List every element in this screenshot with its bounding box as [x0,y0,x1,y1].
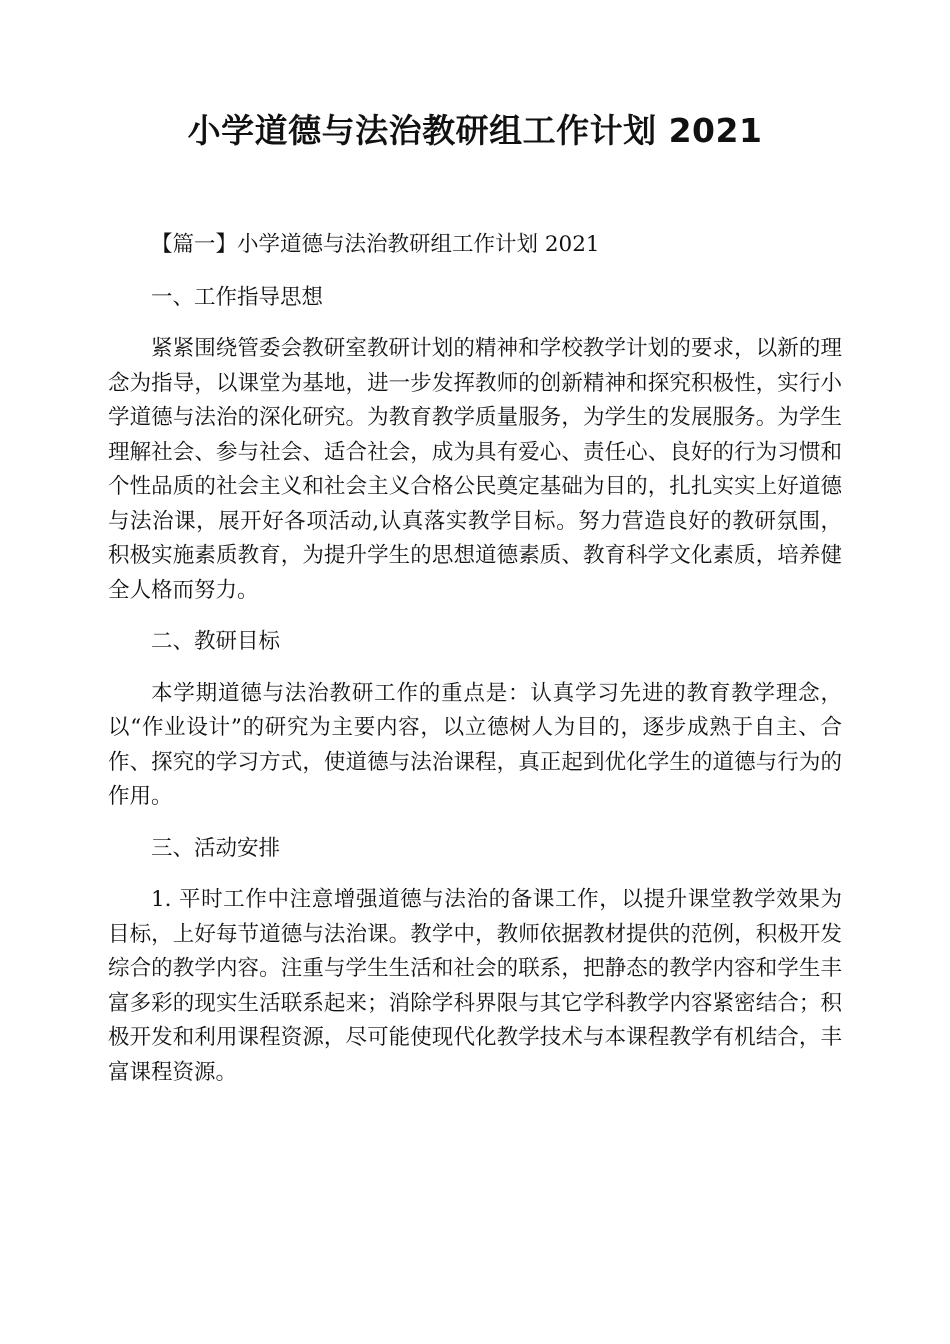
section-heading-activity-arrangement: 三、活动安排 [151,835,281,861]
section-paragraph-research-goals: 本学期道德与法治教研工作的重点是：认真学习先进的教育教学理念，以“作业设计”的研究为主要内容，以立德树人为目的，逐步成熟于自主、合作、探究的学习方式，使道德与法治课程，真正起到优化学生的道德与行为的作用。 [108,680,842,809]
document-body [108,228,842,1107]
section-paragraph-guiding-ideology: 紧紧围绕管委会教研室教研计划的精神和学校教学计划的要求，以新的理念为指导，以课堂为基地，进一步发挥教师的创新精神和探究积极性，实行小学道德与法治的深化研究。为教育教学质量服务，为学生的发展服务。为学生理解社会、参与社会、适合社会，成为具有爱心、责任心、良好的行为习惯和个性品质的社会主义和社会主义合格公民奠定基础为目的，扎扎实实上好道德与法治课，展开好各项活动,认真落实教学目标。努力营造良好的教研氛围，积极实施素质教育，为提升学生的思想道德素质、教育科学文化素质，培养健全人格而努力。 [108,336,842,603]
document-title: 小学道德与法治教研组工作计划 2021 [187,111,763,150]
section-heading-research-goals: 二、教研目标 [151,629,281,654]
section-paragraph-activity-arrangement: 1. 平时工作中注意增强道德与法治的备课工作，以提升课堂教学效果为目标，上好每节道德与法治课。教学中，教师依据教材提供的范例，积极开发综合的教学内容。注重与学生生活和社会的联系，把静态的教学内容和学生丰富多彩的现实生活联系起来；消除学科界限与其它学科教学内容紧密结合；积极开发和利用课程资源，尽可能使现代化教学技术与本课程教学有机结合，丰富课程资源。 [108,887,842,1085]
section-heading-guiding-ideology: 一、工作指导思想 [151,284,324,310]
document-subtitle: 【篇一】小学道德与法治教研组工作计划 2021 [151,232,600,257]
